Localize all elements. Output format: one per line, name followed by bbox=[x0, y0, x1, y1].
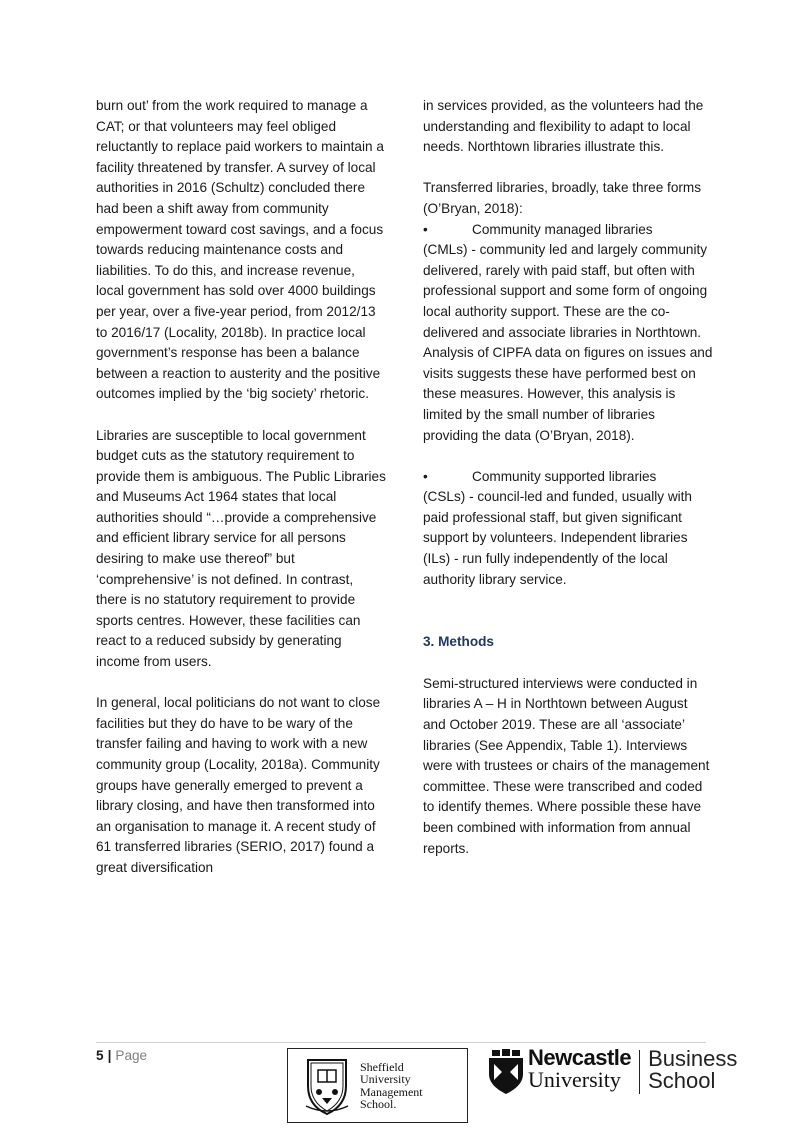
body-paragraph: burn out’ from the work required to manage a CAT; or that volunteers may feel obliged reluctantly to replace paid workers to maintain a facility threatened by transfer. A survey of local authorities in 2016 (Schultz) concluded there had been a shift away from community empowerment toward cost savings, and a focus towards reducing maintenance costs and liabilities. To do this, and increase revenue, local government has sold over 4000 buildings per year, over a five-year period, from 2012/13 to 2016/17 (Locality, 2018b). In practice local government’s response has been a balance between a reaction to austerity and the positive outcomes implied by the ‘big society’ rhetoric. bbox=[96, 98, 384, 402]
page-separator: | bbox=[107, 1048, 112, 1063]
page-number bbox=[96, 1048, 147, 1063]
newcastle-crest-icon bbox=[486, 1048, 526, 1096]
ncl-line: University bbox=[528, 1067, 621, 1092]
right-column bbox=[423, 96, 713, 880]
forms-lead: Transferred libraries, broadly, take three forms (O’Bryan, 2018): bbox=[423, 180, 702, 216]
ncl-line: Newcastle bbox=[528, 1045, 632, 1070]
newcastle-business-school-logo bbox=[486, 1045, 756, 1096]
body-paragraph: Libraries are susceptible to local government budget cuts as the statutory requirement to provide them is ambiguous. The Public Libraries and Museums Act 1964 states that local authorities should “…provide a comprehensive and efficient library service for all persons desiring to make use thereof” but ‘comprehensive’ is not defined. In contrast, there is no statutory requirement to provide sports centres. However, these facilities can react to a reduced subsidy by generating income from users. bbox=[96, 427, 386, 670]
sms-line: School. bbox=[360, 1097, 397, 1111]
page-label: Page bbox=[115, 1048, 148, 1063]
logo-divider bbox=[639, 1050, 640, 1094]
bullet-marker: • bbox=[423, 221, 428, 237]
sms-line: Sheffield bbox=[360, 1059, 404, 1074]
body-paragraph: in services provided, as the volunteers had the understanding and flexibility to adapt to local needs. Northtown libraries illustrate this. bbox=[423, 98, 704, 155]
bullet-body: (CMLs) - community led and largely community delivered, rarely with paid staff, but often with professional support and some form of ongoing local authority support. These are the co-delivered and associate libraries in Northtown. Analysis of CIPFA data on figures on issues and visits suggests these have performed best on these measures. However, this analysis is limited by the small number of libraries providing the data (O’Bryan, 2018). bbox=[423, 242, 713, 443]
footer-divider bbox=[96, 1042, 706, 1043]
bullet-body: (CSLs) - council-led and funded, usually with paid professional staff, but given significant support by volunteers. Independent libraries (ILs) - run fully independently of the local authority library service. bbox=[423, 489, 692, 587]
newcastle-wordmark bbox=[528, 1045, 632, 1092]
page-number-value: 5 bbox=[96, 1048, 104, 1063]
school-line: Business bbox=[648, 1046, 738, 1071]
business-school-wordmark bbox=[648, 1048, 737, 1092]
university-crest-icon bbox=[302, 1056, 352, 1116]
body-paragraph: Semi-structured interviews were conducted in libraries A – H in Northtown between August and October 2019. These are all ‘associate’ libraries (See Appendix, Table 1). Interviews were with trustees or chairs of the management committee. These were transcribed and coded to identify themes. Where possible these have been combined with information from annual reports. bbox=[423, 675, 710, 856]
body-paragraph: In general, local politicians do not want to close facilities but they do have to be wary of the transfer failing and having to work with a new community group (Locality, 2018a). Community groups have generally emerged to prevent a library closing, and have then transformed into an organisation to manage it. A recent study of 61 transferred libraries (SERIO, 2017) found a great diversification bbox=[96, 695, 381, 875]
bullet-item bbox=[423, 220, 713, 241]
bullet-head: Community managed libraries bbox=[472, 221, 653, 237]
left-column bbox=[96, 96, 386, 899]
sms-line: University bbox=[360, 1072, 411, 1086]
sms-line: Management bbox=[360, 1084, 423, 1099]
bullet-marker: • bbox=[423, 468, 428, 484]
bullet-item bbox=[423, 467, 713, 488]
sheffield-management-school-logo bbox=[287, 1048, 468, 1123]
sms-logo-text bbox=[360, 1061, 423, 1111]
school-line: School bbox=[648, 1068, 716, 1093]
section-heading: 3. Methods bbox=[423, 634, 494, 650]
bullet-head: Community supported libraries bbox=[472, 468, 657, 484]
